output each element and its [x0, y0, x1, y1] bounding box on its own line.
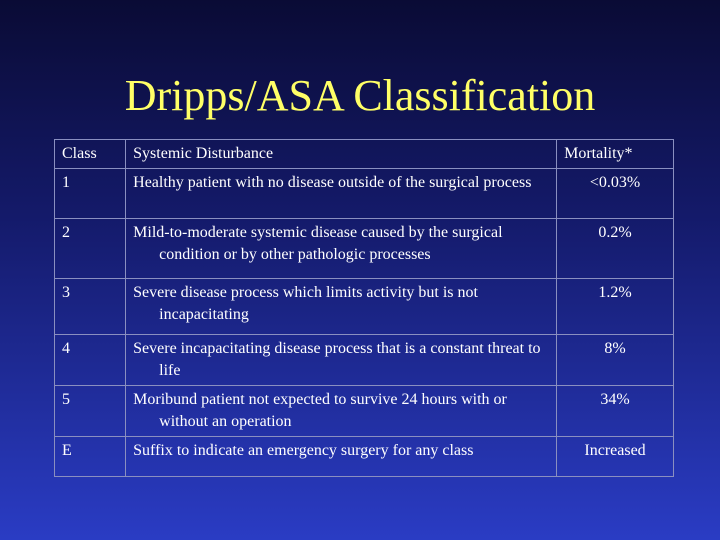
- row-mortality: 0.2%: [557, 219, 674, 279]
- row-disturbance: Mild-to-moderate systemic disease caused by the surgical condition or by other pathologic processes: [126, 219, 557, 279]
- row-disturbance: Healthy patient with no disease outside of the surgical process: [126, 169, 557, 219]
- asa-classification-table: [54, 139, 674, 477]
- row-disturbance: Severe incapacitating disease process that is a constant threat to life: [126, 335, 557, 386]
- row-class: 2: [55, 219, 126, 279]
- row-disturbance: Suffix to indicate an emergency surgery for any class: [126, 437, 557, 477]
- row-mortality: 1.2%: [557, 279, 674, 335]
- table-header-row: [55, 140, 674, 169]
- row-mortality: Increased: [557, 437, 674, 477]
- slide-title: Dripps/ASA Classification: [124, 71, 596, 120]
- row-class: E: [55, 437, 126, 477]
- row-mortality: 8%: [557, 335, 674, 386]
- row-disturbance: Severe disease process which limits activity but is not incapacitating: [126, 279, 557, 335]
- row-class: 1: [55, 169, 126, 219]
- header-mortality: Mortality*: [557, 140, 674, 169]
- table-row: [55, 219, 674, 279]
- table-row: [55, 335, 674, 386]
- table-row: [55, 279, 674, 335]
- row-class: 4: [55, 335, 126, 386]
- header-systemic-disturbance: Systemic Disturbance: [126, 140, 557, 169]
- table-row: [55, 169, 674, 219]
- row-mortality: <0.03%: [557, 169, 674, 219]
- table-row: [55, 386, 674, 437]
- row-class: 3: [55, 279, 126, 335]
- header-class: Class: [55, 140, 126, 169]
- row-class: 5: [55, 386, 126, 437]
- row-mortality: 34%: [557, 386, 674, 437]
- table-row: [55, 437, 674, 477]
- row-disturbance: Moribund patient not expected to survive 24 hours with or without an operation: [126, 386, 557, 437]
